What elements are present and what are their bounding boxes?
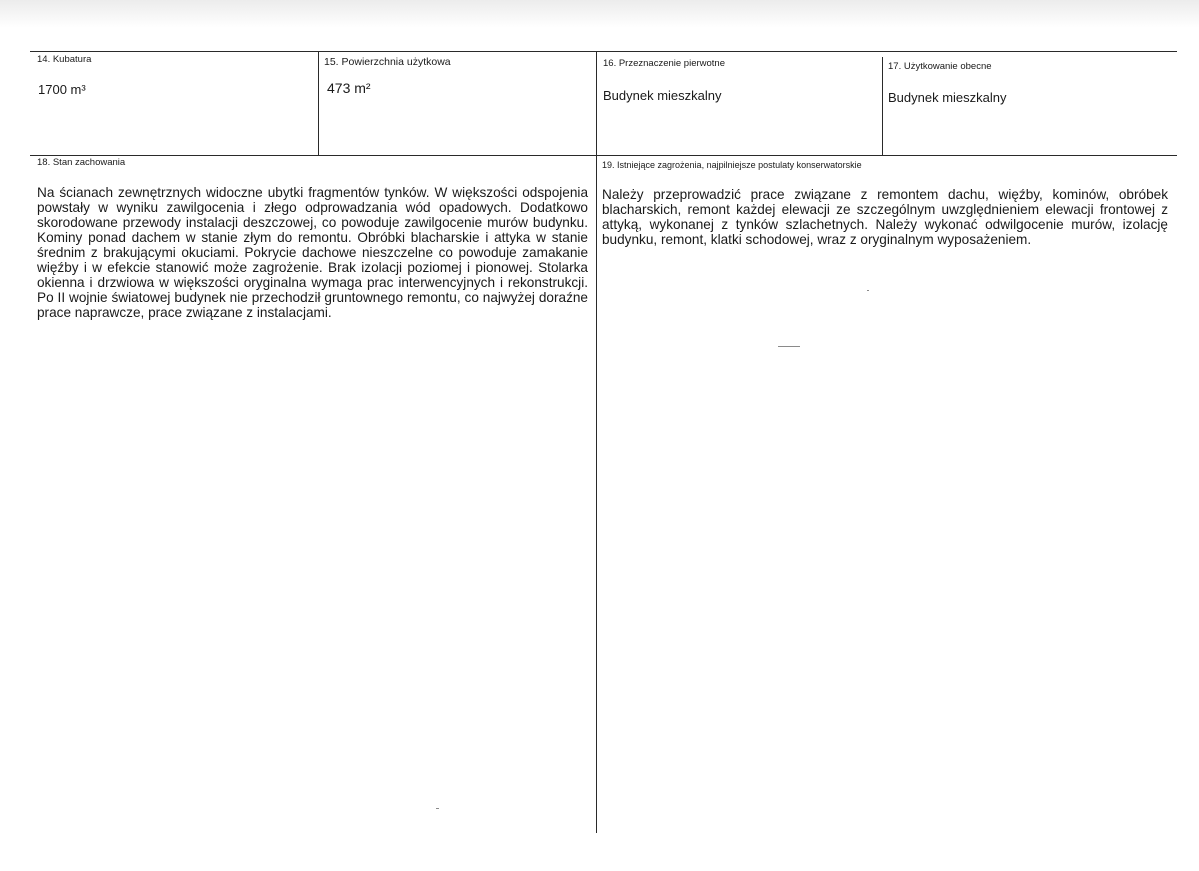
kubatura-label: 14. Kubatura [37, 54, 92, 65]
uzytkowanie-label: 17. Użytkowanie obecne [888, 61, 992, 72]
scan-speck [436, 808, 439, 809]
powierzchnia-label: 15. Powierzchnia użytkowa [324, 56, 451, 68]
powierzchnia-value: 473 m² [327, 80, 371, 96]
stan-text: Na ścianach zewnętrznych widoczne ubytki fragmentów tynków. W większości odspojenia powstały w wyniku zawilgocenia i złego odprowadzania wód opadowych. Dodatkowo skorodowane przewody instalacji deszczowej, co powoduje zawilgocenie murów budynku. Kominy ponad dachem w stanie złym do remontu. Obróbki blacharskie i attyka w stanie średnim z brakującymi okuciami. Pokrycie dachowe nieszczelne co powoduje zamakanie więźby i w efekcie stanowić może zagrożenie. Brak izolacji poziomej i pionowej. Stolarka okienna i drzwiowa w większości oryginalna wymaga prac interwencyjnych i rekonstrukcji. Po II wojnie światowej budynek nie przechodził gruntownego remontu, co najwyżej doraźne prace naprawcze, prace związane z instalacjami. [37, 185, 588, 320]
scan-speck [867, 290, 869, 291]
scan-speck [778, 346, 800, 347]
divider-uzytkowanie [882, 57, 883, 155]
scan-edge-shadow [0, 0, 1199, 28]
przeznaczenie-label: 16. Przeznaczenie pierwotne [603, 58, 725, 69]
zagrozenia-label: 19. Istniejące zagrożenia, najpilniejsze postulaty konserwatorskie [602, 160, 862, 170]
top-border [30, 51, 1177, 52]
row-divider [30, 155, 1177, 156]
przeznaczenie-value: Budynek mieszkalny [603, 88, 722, 103]
stan-label: 18. Stan zachowania [37, 157, 126, 168]
kubatura-value: 1700 m³ [38, 82, 86, 97]
zagrozenia-text: Należy przeprowadzić prace związane z remontem dachu, więźby, kominów, obróbek blacharskich, remont każdej elewacji ze szczególnym uwzględnieniem elewacji frontowej z attyką, wykonanej z tynków szlachetnych. Należy wykonać odwilgocenie murów, izolację budynku, remont, klatki schodowej, wraz z oryginalnym wyposażeniem. [602, 187, 1168, 247]
divider-kubatura [318, 51, 319, 155]
uzytkowanie-value: Budynek mieszkalny [888, 90, 1007, 105]
divider-middle [596, 51, 597, 833]
